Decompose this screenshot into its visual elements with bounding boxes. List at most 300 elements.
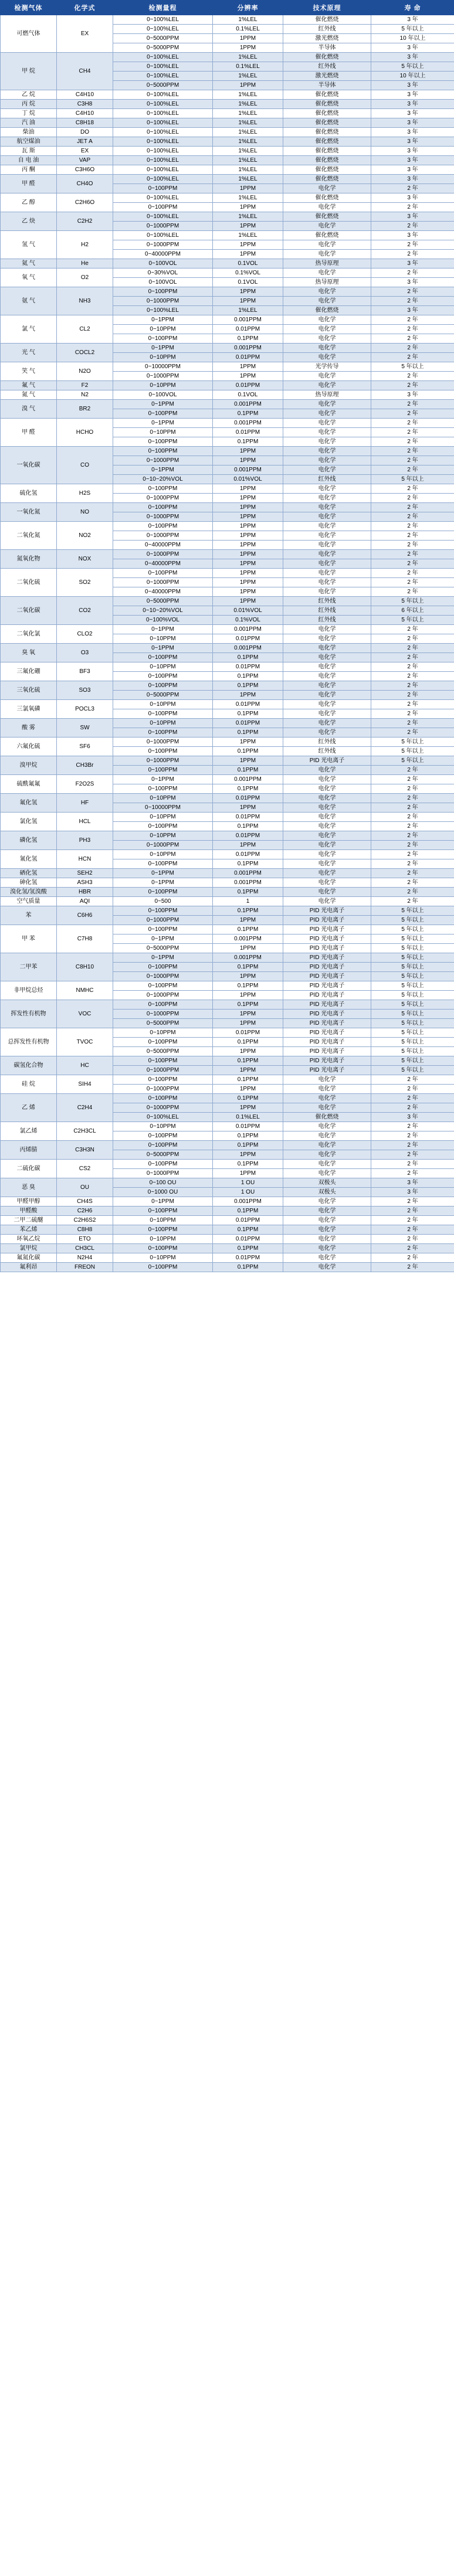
cell-lifetime: 2 年 — [371, 813, 454, 822]
table-row — [1, 738, 454, 747]
cell-technology: 电化学 — [283, 831, 371, 841]
cell-range: 0~1000PPM — [113, 222, 213, 231]
cell-formula: PH3 — [57, 831, 113, 850]
cell-formula: SF6 — [57, 738, 113, 756]
cell-resolution: 1PPM — [213, 43, 283, 53]
cell-range: 0~1000PPM — [113, 550, 213, 559]
cell-technology: 电化学 — [283, 784, 371, 794]
cell-gas-name: 砷化氢 — [1, 878, 57, 888]
cell-resolution: 0.01PPM — [213, 794, 283, 803]
cell-technology: 电化学 — [283, 465, 371, 475]
cell-lifetime: 2 年 — [371, 1085, 454, 1094]
cell-technology: 电化学 — [283, 888, 371, 897]
cell-lifetime: 2 年 — [371, 400, 454, 409]
cell-resolution: 1PPM — [213, 222, 283, 231]
cell-range: 0~100PPM — [113, 1056, 213, 1066]
cell-lifetime: 2 年 — [371, 1122, 454, 1131]
cell-resolution: 0.1PPM — [213, 1056, 283, 1066]
table-row — [1, 231, 454, 240]
cell-range: 0~5000PPM — [113, 691, 213, 700]
cell-lifetime: 3 年 — [371, 118, 454, 128]
cell-range: 0~100%LEL — [113, 118, 213, 128]
cell-technology: 电化学 — [283, 419, 371, 428]
cell-technology: 电化学 — [283, 578, 371, 587]
cell-formula: H2 — [57, 231, 113, 259]
cell-range: 0~10PPM — [113, 813, 213, 822]
cell-lifetime: 5 年以上 — [371, 963, 454, 972]
cell-gas-name: 氯化氢 — [1, 813, 57, 831]
cell-resolution: 0.001PPM — [213, 934, 283, 944]
cell-range: 0~100PPM — [113, 1263, 213, 1272]
cell-lifetime: 2 年 — [371, 681, 454, 691]
cell-technology: 催化燃烧 — [283, 109, 371, 118]
cell-technology: 红外线 — [283, 25, 371, 34]
cell-lifetime: 2 年 — [371, 559, 454, 569]
cell-lifetime: 2 年 — [371, 465, 454, 475]
cell-lifetime: 5 年以上 — [371, 475, 454, 484]
cell-resolution: 1PPM — [213, 944, 283, 953]
cell-lifetime: 2 年 — [371, 372, 454, 381]
cell-technology: 电化学 — [283, 1141, 371, 1150]
cell-technology: 催化燃烧 — [283, 90, 371, 100]
cell-lifetime: 5 年以上 — [371, 925, 454, 934]
cell-gas-name: 氦 气 — [1, 259, 57, 269]
cell-range: 0~100PPM — [113, 447, 213, 456]
cell-formula: HC — [57, 1056, 113, 1075]
cell-resolution: 1PPM — [213, 522, 283, 531]
cell-lifetime: 2 年 — [371, 541, 454, 550]
cell-range: 0~1000PPM — [113, 756, 213, 766]
cell-formula: C8H8 — [57, 1225, 113, 1235]
cell-resolution: 1%LEL — [213, 72, 283, 81]
cell-range: 0~100PPM — [113, 484, 213, 494]
cell-gas-name: 柴油 — [1, 128, 57, 137]
cell-lifetime: 3 年 — [371, 165, 454, 175]
cell-lifetime: 2 年 — [371, 822, 454, 831]
cell-resolution: 1%LEL — [213, 306, 283, 315]
table-row — [1, 1216, 454, 1225]
cell-technology: 电化学 — [283, 353, 371, 362]
cell-resolution: 1%LEL — [213, 147, 283, 156]
cell-technology: 电化学 — [283, 681, 371, 691]
cell-lifetime: 2 年 — [371, 1103, 454, 1113]
cell-technology: 激光燃烧 — [283, 72, 371, 81]
cell-range: 0~1000PPM — [113, 1010, 213, 1019]
cell-lifetime: 3 年 — [371, 278, 454, 287]
cell-technology: 电化学 — [283, 503, 371, 512]
table-row — [1, 869, 454, 878]
cell-range: 0~1000PPM — [113, 1085, 213, 1094]
cell-gas-name: 汽 油 — [1, 118, 57, 128]
table-row — [1, 831, 454, 841]
cell-technology: PID 光电离子 — [283, 1038, 371, 1047]
table-row — [1, 175, 454, 184]
cell-gas-name: 挥发性有机物 — [1, 1000, 57, 1028]
cell-technology: 热导原理 — [283, 278, 371, 287]
cell-technology: 电化学 — [283, 625, 371, 634]
cell-resolution: 0.01PPM — [213, 700, 283, 709]
cell-gas-name: 氯乙烯 — [1, 1122, 57, 1141]
table-row — [1, 100, 454, 109]
cell-range: 0~100PPM — [113, 437, 213, 447]
cell-technology: 激光燃烧 — [283, 34, 371, 43]
cell-technology: 电化学 — [283, 550, 371, 559]
cell-resolution: 1%LEL — [213, 175, 283, 184]
cell-gas-name: 氟氮化碳 — [1, 1253, 57, 1263]
cell-lifetime: 2 年 — [371, 1207, 454, 1216]
cell-resolution: 0.1PPM — [213, 1038, 283, 1047]
cell-formula: H2S — [57, 484, 113, 503]
table-row — [1, 156, 454, 165]
cell-lifetime: 2 年 — [371, 353, 454, 362]
cell-resolution: 1PPM — [213, 550, 283, 559]
cell-formula: C3H6O — [57, 165, 113, 175]
cell-resolution: 0.1%LEL — [213, 1113, 283, 1122]
cell-formula: C6H6 — [57, 906, 113, 925]
cell-technology: 电化学 — [283, 456, 371, 465]
cell-gas-name: 苯乙烯 — [1, 1225, 57, 1235]
cell-technology: 电化学 — [283, 297, 371, 306]
table-row — [1, 569, 454, 578]
cell-technology: PID 光电离子 — [283, 981, 371, 991]
cell-formula: C4H10 — [57, 109, 113, 118]
cell-gas-name: 氧 气 — [1, 269, 57, 287]
cell-formula: C7H8 — [57, 925, 113, 953]
cell-lifetime: 2 年 — [371, 1253, 454, 1263]
cell-technology: 催化燃烧 — [283, 1113, 371, 1122]
cell-resolution: 0.1%VOL — [213, 269, 283, 278]
cell-formula: BF3 — [57, 662, 113, 681]
cell-range: 0~100PPM — [113, 925, 213, 934]
cell-technology: 电化学 — [283, 897, 371, 906]
cell-technology: 催化燃烧 — [283, 128, 371, 137]
cell-resolution: 0.1PPM — [213, 681, 283, 691]
cell-lifetime: 5 年以上 — [371, 953, 454, 963]
cell-range: 0~100PPM — [113, 503, 213, 512]
cell-technology: 催化燃烧 — [283, 15, 371, 25]
cell-range: 0~100%LEL — [113, 128, 213, 137]
cell-technology: 电化学 — [283, 484, 371, 494]
cell-resolution: 1%LEL — [213, 212, 283, 222]
cell-technology: 催化燃烧 — [283, 53, 371, 62]
cell-technology: 电化学 — [283, 409, 371, 419]
cell-formula: C3H3N — [57, 1141, 113, 1160]
cell-range: 0~500 — [113, 897, 213, 906]
header-formula: 化学式 — [57, 1, 113, 15]
table-row — [1, 1235, 454, 1244]
cell-range: 0~100%LEL — [113, 147, 213, 156]
cell-lifetime: 5 年以上 — [371, 991, 454, 1000]
cell-resolution: 1%LEL — [213, 128, 283, 137]
cell-resolution: 0.1PPM — [213, 1225, 283, 1235]
table-row — [1, 644, 454, 653]
cell-lifetime: 3 年 — [371, 1178, 454, 1188]
cell-gas-name: 氟利昂 — [1, 1263, 57, 1272]
cell-resolution: 0.1PPM — [213, 859, 283, 869]
cell-gas-name: 空气质量 — [1, 897, 57, 906]
cell-technology: 电化学 — [283, 1263, 371, 1272]
cell-technology: 电化学 — [283, 287, 371, 297]
cell-gas-name: 硅 烷 — [1, 1075, 57, 1094]
cell-range: 0~100%LEL — [113, 156, 213, 165]
cell-range: 0~1000PPM — [113, 916, 213, 925]
cell-lifetime: 5 年以上 — [371, 944, 454, 953]
cell-lifetime: 2 年 — [371, 850, 454, 859]
cell-formula: CH3Br — [57, 756, 113, 775]
table-row — [1, 1028, 454, 1038]
cell-resolution: 1PPM — [213, 240, 283, 250]
cell-lifetime: 2 年 — [371, 728, 454, 738]
cell-technology: 电化学 — [283, 184, 371, 193]
cell-technology: 红外线 — [283, 747, 371, 756]
table-row — [1, 1122, 454, 1131]
cell-lifetime: 5 年以上 — [371, 1056, 454, 1066]
cell-technology: 电化学 — [283, 1122, 371, 1131]
cell-formula: HCN — [57, 850, 113, 869]
cell-lifetime: 5 年以上 — [371, 1010, 454, 1019]
cell-range: 0~5000PPM — [113, 1019, 213, 1028]
cell-lifetime: 2 年 — [371, 625, 454, 634]
cell-lifetime: 2 年 — [371, 1263, 454, 1272]
cell-range: 0~10PPM — [113, 1028, 213, 1038]
table-row — [1, 269, 454, 278]
cell-resolution: 1%LEL — [213, 53, 283, 62]
cell-resolution: 0.01PPM — [213, 381, 283, 390]
table-row — [1, 109, 454, 118]
cell-formula: JET A — [57, 137, 113, 147]
cell-technology: PID 光电离子 — [283, 925, 371, 934]
cell-resolution: 0.01PPM — [213, 1028, 283, 1038]
cell-gas-name: 三氯氧磷 — [1, 700, 57, 719]
cell-resolution: 1PPM — [213, 1047, 283, 1056]
cell-resolution: 0.01PPM — [213, 1235, 283, 1244]
cell-range: 0~100%LEL — [113, 175, 213, 184]
cell-formula: HF — [57, 794, 113, 813]
cell-formula: NO2 — [57, 522, 113, 550]
cell-lifetime: 2 年 — [371, 381, 454, 390]
cell-technology: 电化学 — [283, 1103, 371, 1113]
cell-gas-name: 二氧化碳 — [1, 597, 57, 625]
cell-resolution: 1PPM — [213, 34, 283, 43]
table-row — [1, 90, 454, 100]
cell-technology: 电化学 — [283, 222, 371, 231]
cell-gas-name: 二氧化硫 — [1, 569, 57, 597]
cell-lifetime: 2 年 — [371, 334, 454, 344]
cell-lifetime: 2 年 — [371, 766, 454, 775]
cell-formula: AQI — [57, 897, 113, 906]
header-resolution: 分辨率 — [213, 1, 283, 15]
cell-gas-name: 六氟化硫 — [1, 738, 57, 756]
cell-technology: 热导原理 — [283, 259, 371, 269]
cell-resolution: 0.001PPM — [213, 1197, 283, 1207]
cell-resolution: 1%LEL — [213, 231, 283, 240]
cell-gas-name: 氰化氢 — [1, 850, 57, 869]
table-row — [1, 15, 454, 25]
cell-formula: He — [57, 259, 113, 269]
cell-technology: PID 光电离子 — [283, 1056, 371, 1066]
table-row — [1, 419, 454, 428]
cell-range: 0~40000PPM — [113, 559, 213, 569]
cell-lifetime: 5 年以上 — [371, 747, 454, 756]
cell-technology: 电化学 — [283, 512, 371, 522]
cell-technology: 催化燃烧 — [283, 156, 371, 165]
cell-gas-name: 氨 气 — [1, 287, 57, 315]
cell-formula: O2 — [57, 269, 113, 287]
cell-range: 0~100%LEL — [113, 165, 213, 175]
cell-range: 0~100%LEL — [113, 306, 213, 315]
cell-range: 0~1000PPM — [113, 578, 213, 587]
cell-technology: 电化学 — [283, 878, 371, 888]
cell-technology: 电化学 — [283, 653, 371, 662]
cell-lifetime: 2 年 — [371, 250, 454, 259]
cell-gas-name: 一氧化氮 — [1, 503, 57, 522]
cell-gas-name: 二硫化碳 — [1, 1160, 57, 1178]
cell-technology: 催化燃烧 — [283, 212, 371, 222]
cell-gas-name: 笑 气 — [1, 362, 57, 381]
cell-gas-name: 二氧化氯 — [1, 625, 57, 644]
cell-resolution: 0.001PPM — [213, 625, 283, 634]
cell-technology: 催化燃烧 — [283, 193, 371, 203]
cell-resolution: 1PPM — [213, 578, 283, 587]
cell-range: 0~100%LEL — [113, 137, 213, 147]
cell-technology: PID 光电离子 — [283, 1047, 371, 1056]
table-row — [1, 287, 454, 297]
cell-resolution: 0.1PPM — [213, 906, 283, 916]
cell-range: 0~10PPM — [113, 1216, 213, 1225]
cell-lifetime: 6 年以上 — [371, 606, 454, 616]
table-row — [1, 813, 454, 822]
cell-range: 0~100VOL — [113, 259, 213, 269]
table-row — [1, 756, 454, 766]
table-row — [1, 53, 454, 62]
cell-lifetime: 5 年以上 — [371, 756, 454, 766]
cell-technology: PID 光电离子 — [283, 906, 371, 916]
cell-lifetime: 5 年以上 — [371, 362, 454, 372]
cell-formula: SO2 — [57, 569, 113, 597]
cell-resolution: 1PPM — [213, 841, 283, 850]
cell-range: 0~100PPM — [113, 709, 213, 719]
cell-lifetime: 5 年以上 — [371, 1000, 454, 1010]
cell-technology: 催化燃烧 — [283, 137, 371, 147]
cell-formula: CLO2 — [57, 625, 113, 644]
cell-technology: 电化学 — [283, 1253, 371, 1263]
cell-range: 0~100PPM — [113, 1075, 213, 1085]
table-row — [1, 662, 454, 672]
cell-resolution: 0.1PPM — [213, 822, 283, 831]
cell-lifetime: 3 年 — [371, 212, 454, 222]
cell-formula: OU — [57, 1178, 113, 1197]
cell-resolution: 1PPM — [213, 447, 283, 456]
cell-range: 0~10PPM — [113, 325, 213, 334]
cell-resolution: 1PPM — [213, 597, 283, 606]
cell-range: 0~1000PPM — [113, 1169, 213, 1178]
cell-gas-name: 甲 烷 — [1, 53, 57, 90]
cell-range: 0~5000PPM — [113, 597, 213, 606]
cell-technology: 催化燃烧 — [283, 118, 371, 128]
cell-technology: 光学传导 — [283, 362, 371, 372]
cell-gas-name: 甲 苯 — [1, 925, 57, 953]
cell-resolution: 1%LEL — [213, 156, 283, 165]
cell-formula: C8H18 — [57, 118, 113, 128]
cell-lifetime: 3 年 — [371, 231, 454, 240]
cell-lifetime: 2 年 — [371, 1141, 454, 1150]
cell-gas-name: 氯 气 — [1, 315, 57, 344]
cell-range: 0~10PPM — [113, 428, 213, 437]
cell-lifetime: 2 年 — [371, 672, 454, 681]
cell-technology: 电化学 — [283, 841, 371, 850]
cell-resolution: 1 — [213, 897, 283, 906]
cell-range: 0~1PPM — [113, 644, 213, 653]
cell-lifetime: 2 年 — [371, 831, 454, 841]
cell-technology: 电化学 — [283, 709, 371, 719]
cell-resolution: 0.01PPM — [213, 1253, 283, 1263]
table-row — [1, 137, 454, 147]
cell-technology: PID 光电离子 — [283, 944, 371, 953]
cell-formula: C2H6S2 — [57, 1216, 113, 1225]
cell-technology: 电化学 — [283, 334, 371, 344]
table-row — [1, 522, 454, 531]
cell-formula: CH4S — [57, 1197, 113, 1207]
cell-technology: PID 光电离子 — [283, 1066, 371, 1075]
header-lifetime: 寿 命 — [371, 1, 454, 15]
cell-lifetime: 2 年 — [371, 569, 454, 578]
table-row — [1, 165, 454, 175]
table-row — [1, 147, 454, 156]
cell-range: 0~10PPM — [113, 700, 213, 709]
cell-gas-name: 硒化氢 — [1, 869, 57, 878]
cell-range: 0~1000PPM — [113, 297, 213, 306]
cell-formula: EX — [57, 15, 113, 53]
cell-resolution: 1PPM — [213, 803, 283, 813]
cell-technology: 双极头 — [283, 1178, 371, 1188]
cell-formula: NO — [57, 503, 113, 522]
cell-technology: PID 光电离子 — [283, 756, 371, 766]
cell-range: 0~10~20%VOL — [113, 606, 213, 616]
cell-lifetime: 2 年 — [371, 869, 454, 878]
cell-resolution: 1PPM — [213, 512, 283, 522]
cell-lifetime: 3 年 — [371, 15, 454, 25]
cell-range: 0~1PPM — [113, 625, 213, 634]
cell-range: 0~10PPM — [113, 353, 213, 362]
cell-resolution: 0.1PPM — [213, 1141, 283, 1150]
cell-formula: VAP — [57, 156, 113, 165]
table-row — [1, 1094, 454, 1103]
cell-range: 0~100PPM — [113, 184, 213, 193]
cell-lifetime: 2 年 — [371, 587, 454, 597]
cell-formula: CL2 — [57, 315, 113, 344]
cell-resolution: 0.001PPM — [213, 775, 283, 784]
cell-resolution: 1PPM — [213, 1019, 283, 1028]
cell-resolution: 0.001PPM — [213, 400, 283, 409]
cell-lifetime: 5 年以上 — [371, 934, 454, 944]
cell-resolution: 0.1PPM — [213, 1075, 283, 1085]
cell-resolution: 1PPM — [213, 372, 283, 381]
cell-technology: 电化学 — [283, 1075, 371, 1085]
cell-formula: NOX — [57, 550, 113, 569]
table-row — [1, 1141, 454, 1150]
cell-lifetime: 3 年 — [371, 1188, 454, 1197]
cell-formula: C2H6 — [57, 1207, 113, 1216]
cell-formula: C2H6O — [57, 193, 113, 212]
cell-formula: HCL — [57, 813, 113, 831]
cell-resolution: 1PPM — [213, 972, 283, 981]
table-row — [1, 503, 454, 512]
cell-resolution: 0.01%VOL — [213, 475, 283, 484]
cell-formula: CH4O — [57, 175, 113, 193]
cell-lifetime: 2 年 — [371, 1094, 454, 1103]
cell-resolution: 0.1PPM — [213, 334, 283, 344]
cell-range: 0~10PPM — [113, 634, 213, 644]
